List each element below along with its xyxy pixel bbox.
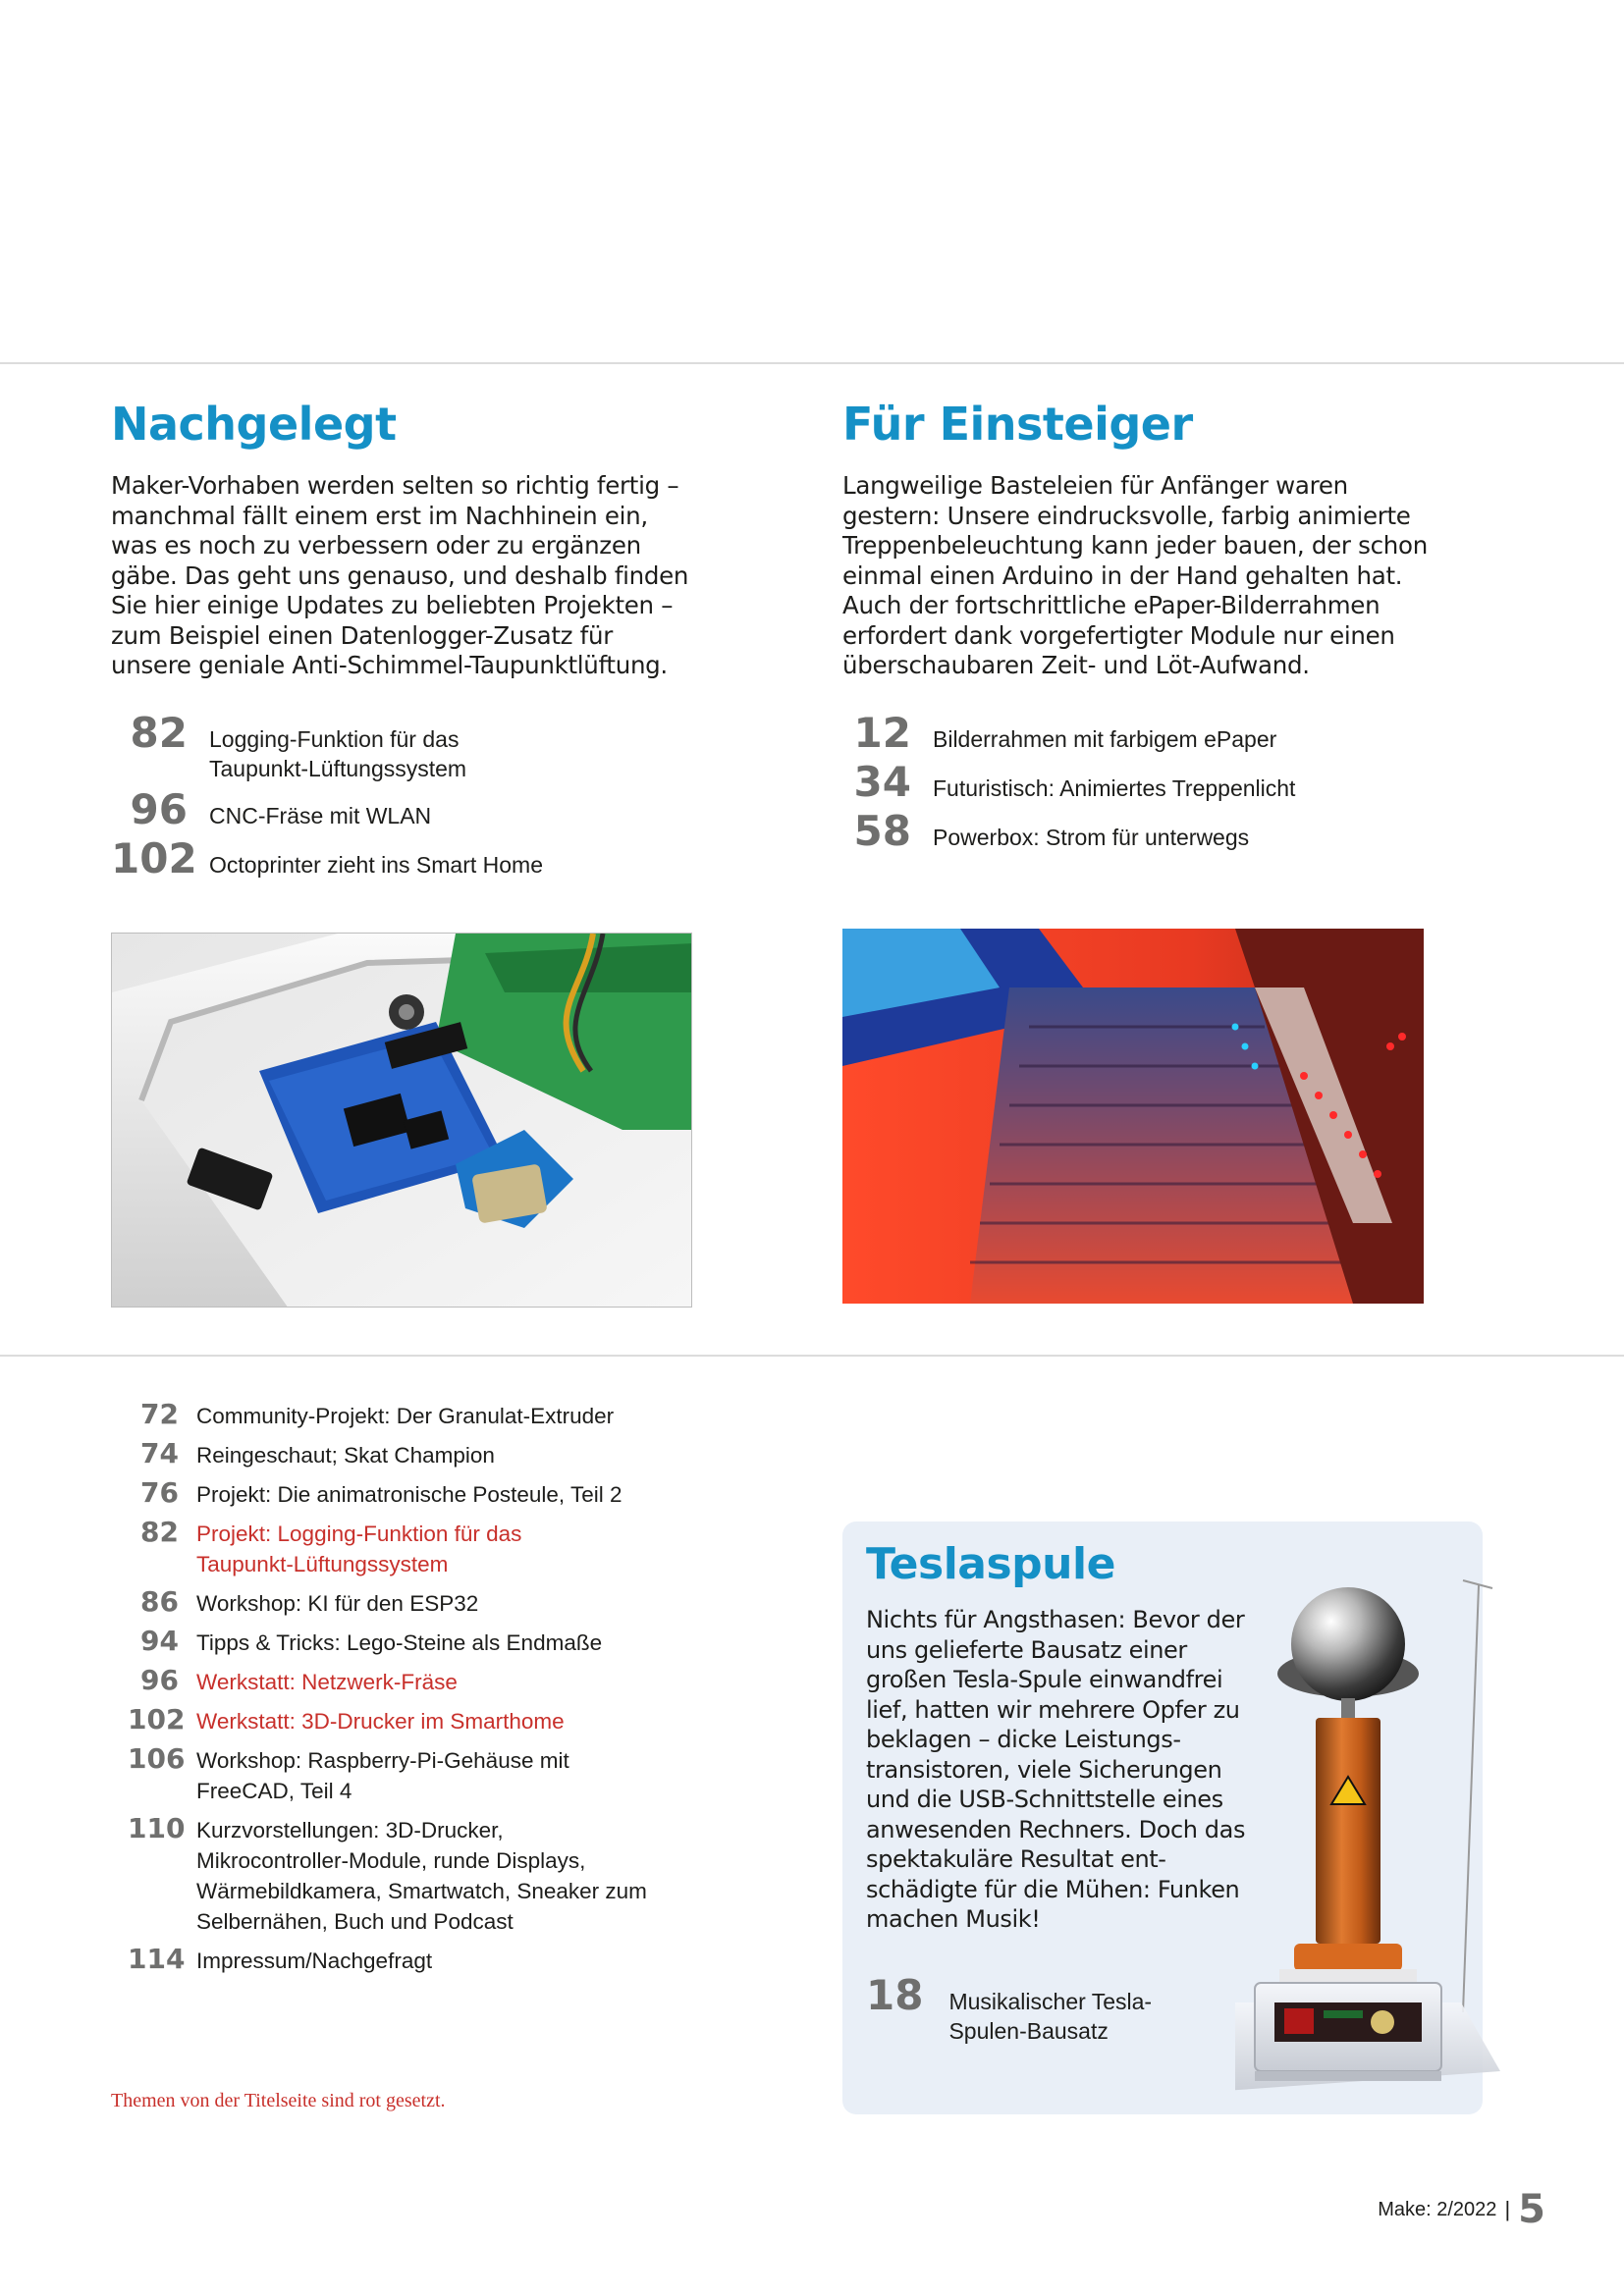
toc-list [128,1399,677,1983]
article-title: Futuristisch: Animiertes Treppenlicht [933,774,1296,801]
article-entry[interactable] [111,784,700,833]
toc-entry-cover-topic[interactable] [128,1517,677,1579]
staircase-image [842,929,1424,1304]
toc-entry[interactable] [128,1586,677,1619]
toc-title: Impressum/Nachgefragt [196,1949,433,1973]
section-einsteiger [842,395,1451,854]
toc-title: Projekt: Die animatronische Posteule, Teil 2 [196,1482,623,1507]
section-intro: Maker-Vorhaben werden selten so richtig fertig – manchmal fällt einem erst im Nachhinein ein, was es noch zu verbessern oder zu ergänzen gäbe. Das geht uns genauso, und deshalb finden Sie hier einige Updates zu beliebten Projekten – zum Beispiel einen Datenlogger-Zusatz für unsere geniale Anti-Schimmel-Taupunktlüftung. [111,471,689,679]
page-number: 102 [111,833,197,882]
section-title: Nachgelegt [111,398,397,451]
page-number: 82 [130,708,188,757]
page-number: 72 [140,1398,179,1430]
article-list [111,708,700,882]
feature-title: Teslaspule [866,1539,1115,1589]
article-entry[interactable] [842,708,1451,757]
cover-topics-note: Themen von der Titelseite sind rot gesetzt. [111,2090,446,2111]
feature-text: Nichts für Angsthasen: Bevor der uns gelieferte Bausatz einer großen Tesla-Spule einwandfrei lief, hatten wir mehrere Opfer zu beklagen – dicke Leistungs-transistoren, viele Sicherungen und die USB-Schnittstelle eines anwesenden Rechners. Doch das spektakuläre Resultat ent-schädigte für die Mühen: Funken machen Musik! [866,1606,1246,1933]
page-number: 102 [128,1703,186,1735]
top-divider [0,362,1624,364]
article-title: Musikalischer Tesla-Spulen-Bausatz [948,1989,1153,2044]
toc-entry[interactable] [128,1477,677,1510]
page-number: 74 [140,1437,179,1469]
toc-title: Tipps & Tricks: Lego-Steine als Endmaße [196,1630,603,1655]
article-title: Octoprinter zieht ins Smart Home [209,851,544,878]
article-entry[interactable] [111,833,700,882]
page-number: 94 [140,1625,179,1657]
tesla-coil-image [1235,1541,1510,2110]
toc-entry[interactable] [128,1944,677,1976]
section-intro: Langweilige Basteleien für Anfänger waren gestern: Unsere eindrucksvolle, farbig animierte Treppenbeleuchtung kann jeder bauen, der schon einmal einen Arduino in der Hand gehalten hat. Auch der fortschrittliche ePaper-Bilderrahmen erfordert dank vorgefertigter Module nur einen überschaubaren Zeit- und Löt-Aufwand. [842,471,1428,679]
magazine-issue: Make: 2/2022 [1378,2198,1497,2220]
page-number: 86 [140,1585,179,1618]
middle-divider [0,1355,1624,1357]
photo-stair-light [842,929,1424,1304]
tesla-feature-box [842,1522,1483,2114]
article-title: Logging-Funktion für das Taupunkt-Lüftungssystem [209,725,467,781]
article-entry[interactable] [866,1973,1184,2046]
page-number: 110 [128,1812,186,1844]
datalogger-image [112,934,692,1308]
page-folio [1378,2187,1545,2232]
toc-entry[interactable] [128,1743,677,1806]
article-entry[interactable] [842,757,1451,806]
page-number: 82 [140,1516,179,1548]
toc-title: Werkstatt: 3D-Drucker im Smarthome [196,1709,565,1734]
page-number: 96 [130,784,188,833]
section-title: Für Einsteiger [842,398,1193,451]
photo-datalogger-module [111,933,692,1308]
page-number: 5 [1518,2187,1545,2232]
toc-entry-cover-topic[interactable] [128,1704,677,1736]
toc-title: Workshop: Raspberry-Pi-Gehäuse mit FreeCAD, Teil 4 [196,1748,569,1803]
page-number: 34 [853,757,911,806]
article-entry[interactable] [111,708,700,783]
article-title: CNC-Fräse mit WLAN [209,802,432,828]
page-number: 114 [128,1943,186,1975]
toc-title: Projekt: Logging-Funktion für das Taupunkt-Lüftungssystem [196,1522,522,1576]
page-number: 76 [140,1476,179,1509]
toc-entry[interactable] [128,1399,677,1431]
page-number: 106 [128,1742,186,1775]
article-entry[interactable] [842,806,1451,855]
article-list [842,708,1451,855]
toc-title: Kurzvorstellungen: 3D-Drucker, Mikrocontroller-Module, runde Displays, Wärmebildkamera, Smartwatch, Sneaker zum Selbernähen, Buch und Podcast [196,1818,647,1934]
toc-entry[interactable] [128,1438,677,1470]
page-number: 96 [140,1664,179,1696]
page-number: 58 [853,806,911,855]
toc-title: Reingeschaut; Skat Champion [196,1443,495,1468]
toc-entry-cover-topic[interactable] [128,1665,677,1697]
toc-title: Werkstatt: Netzwerk-Fräse [196,1670,458,1694]
article-title: Bilderrahmen mit farbigem ePaper [933,725,1277,752]
toc-entry[interactable] [128,1813,677,1937]
toc-title: Workshop: KI für den ESP32 [196,1591,479,1616]
toc-title: Community-Projekt: Der Granulat-Extruder [196,1404,615,1428]
article-title: Powerbox: Strom für unterwegs [933,824,1250,850]
toc-entry[interactable] [128,1626,677,1658]
page-number: 12 [853,708,911,757]
page-number: 18 [866,1971,924,2019]
folio-separator: | [1504,2197,1511,2221]
section-nachgelegt [111,395,700,881]
